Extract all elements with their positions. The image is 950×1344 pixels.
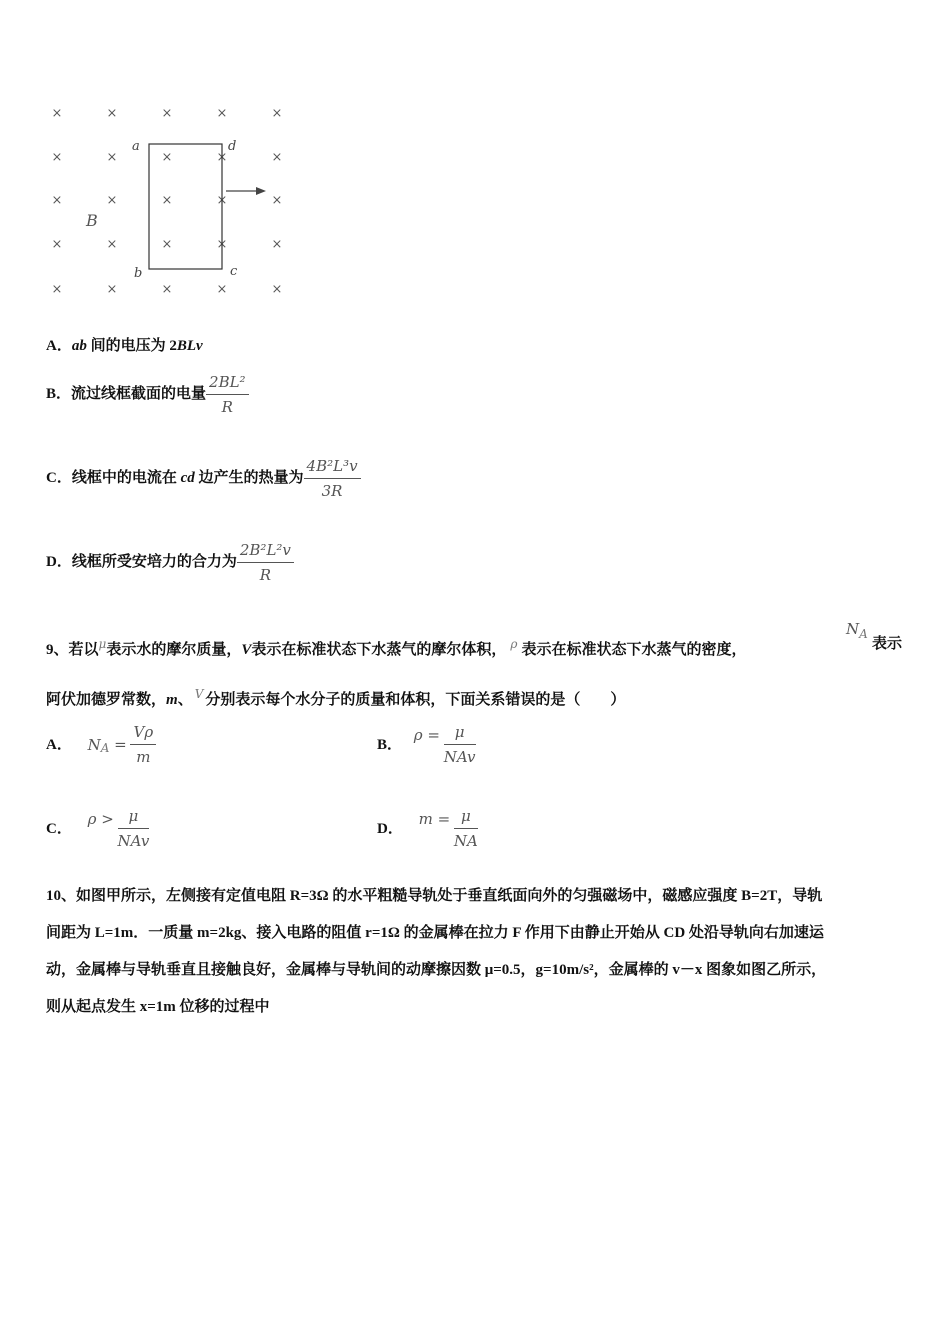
formula-q9-a: $\frac{V\rho}{m}$ [130, 722, 156, 767]
field-cross-icon: × [161, 282, 173, 297]
formula-q9-c: $\frac{\mu}{\text{NAv}}$ [117, 807, 150, 850]
formula-c: $\frac{\text{4B²L³v}}{3R}$ [304, 456, 361, 501]
q9-option-a: A． $N_A$ = $\frac{V\rho}{m}$ [46, 722, 156, 767]
field-cross-icon: × [271, 106, 283, 121]
corner-d: d [228, 139, 237, 154]
q9-option-d: D． m = $\frac{\mu}{NA}$ [377, 807, 478, 850]
formula-b: $\frac{\text{2BL²}}{R}$ [206, 372, 249, 417]
na-symbol: $N_A$ [846, 620, 868, 642]
corner-b: b [134, 266, 143, 281]
q9-stem-end: 表示 [872, 636, 903, 652]
field-cross-icon: × [161, 237, 173, 252]
field-cross-icon: × [51, 150, 63, 165]
field-cross-icon: × [161, 106, 173, 121]
magnetic-field-figure [40, 95, 300, 310]
field-cross-icon: × [106, 193, 118, 208]
q8-option-c: C．线框中的电流在 cd 边产生的热量为 $\frac{\text{4B²L³v}}{3R}$ [46, 456, 361, 501]
corner-c: c [230, 264, 238, 279]
field-cross-icon: × [106, 106, 118, 121]
field-cross-icon: × [216, 150, 228, 165]
wire-loop [149, 144, 222, 269]
field-crosses [52, 106, 283, 297]
q9-stem-line2: 阿伏加德罗常数，m、 $^V$ 分别表示每个水分子的质量和体积，下面关系错误的是（ ） [46, 687, 626, 708]
field-cross-icon: × [216, 106, 228, 121]
field-cross-icon: × [161, 150, 173, 165]
field-cross-icon: × [271, 150, 283, 165]
q10-line2: 间距为 L=1m．一质量 m=2kg、接入电路的阻值 r=1Ω 的金属棒在拉力 F 作用下由静止开始从 CD 处沿导轨向右加速运 [46, 925, 824, 941]
formula-q9-b: $\frac{\mu}{\text{NAv}}$ [443, 723, 476, 766]
q10-line3: 动，金属棒与导轨垂直且接触良好，金属棒与导轨间的动摩擦因数 μ=0.5，g=10m/s²，金属棒的 v－x 图象如图乙所示， [46, 962, 827, 978]
field-cross-icon: × [216, 193, 228, 208]
arrow-head-icon [256, 187, 266, 195]
field-cross-icon: × [271, 282, 283, 297]
q10-line1: 10、如图甲所示，左侧接有定值电阻 R=3Ω 的水平粗糙导轨处于垂直纸面向外的匀强磁场中，磁感应强度 B=2T，导轨 [46, 888, 823, 904]
field-cross-icon: × [271, 193, 283, 208]
q8-option-b: B．流过线框截面的电量 $\frac{\text{2BL²}}{R}$ [46, 372, 249, 417]
field-cross-icon: × [106, 237, 118, 252]
q8-option-d: D．线框所受安培力的合力为 $\frac{\text{2B²L²v}}{R}$ [46, 540, 294, 585]
field-cross-icon: × [271, 237, 283, 252]
field-cross-icon: × [106, 150, 118, 165]
q8-option-a: A．ab 间的电压为 2BLv [46, 338, 203, 354]
field-cross-icon: × [106, 282, 118, 297]
field-cross-icon: × [161, 193, 173, 208]
field-label-b: B [86, 211, 98, 230]
field-cross-icon: × [51, 237, 63, 252]
formula-d: $\frac{\text{2B²L²v}}{R}$ [237, 540, 294, 585]
field-cross-icon: × [216, 237, 228, 252]
field-cross-icon: × [51, 282, 63, 297]
q9-option-c: C． ρ > $\frac{\mu}{\text{NAv}}$ [46, 807, 150, 850]
field-cross-icon: × [51, 193, 63, 208]
formula-q9-d: $\frac{\mu}{NA}$ [453, 807, 478, 850]
q9-stem-line1: 9、若以$^\mu$表示水的摩尔质量，V表示在标准状态下水蒸气的摩尔体积， $^\rho$ 表示在标准状态下水蒸气的密度， [46, 637, 747, 658]
q10-line4: 则从起点发生 x=1m 位移的过程中 [46, 999, 270, 1015]
field-cross-icon: × [216, 282, 228, 297]
field-cross-icon: × [51, 106, 63, 121]
q9-option-b: B． ρ = $\frac{\mu}{\text{NAv}}$ [377, 723, 476, 766]
corner-a: a [132, 139, 140, 154]
